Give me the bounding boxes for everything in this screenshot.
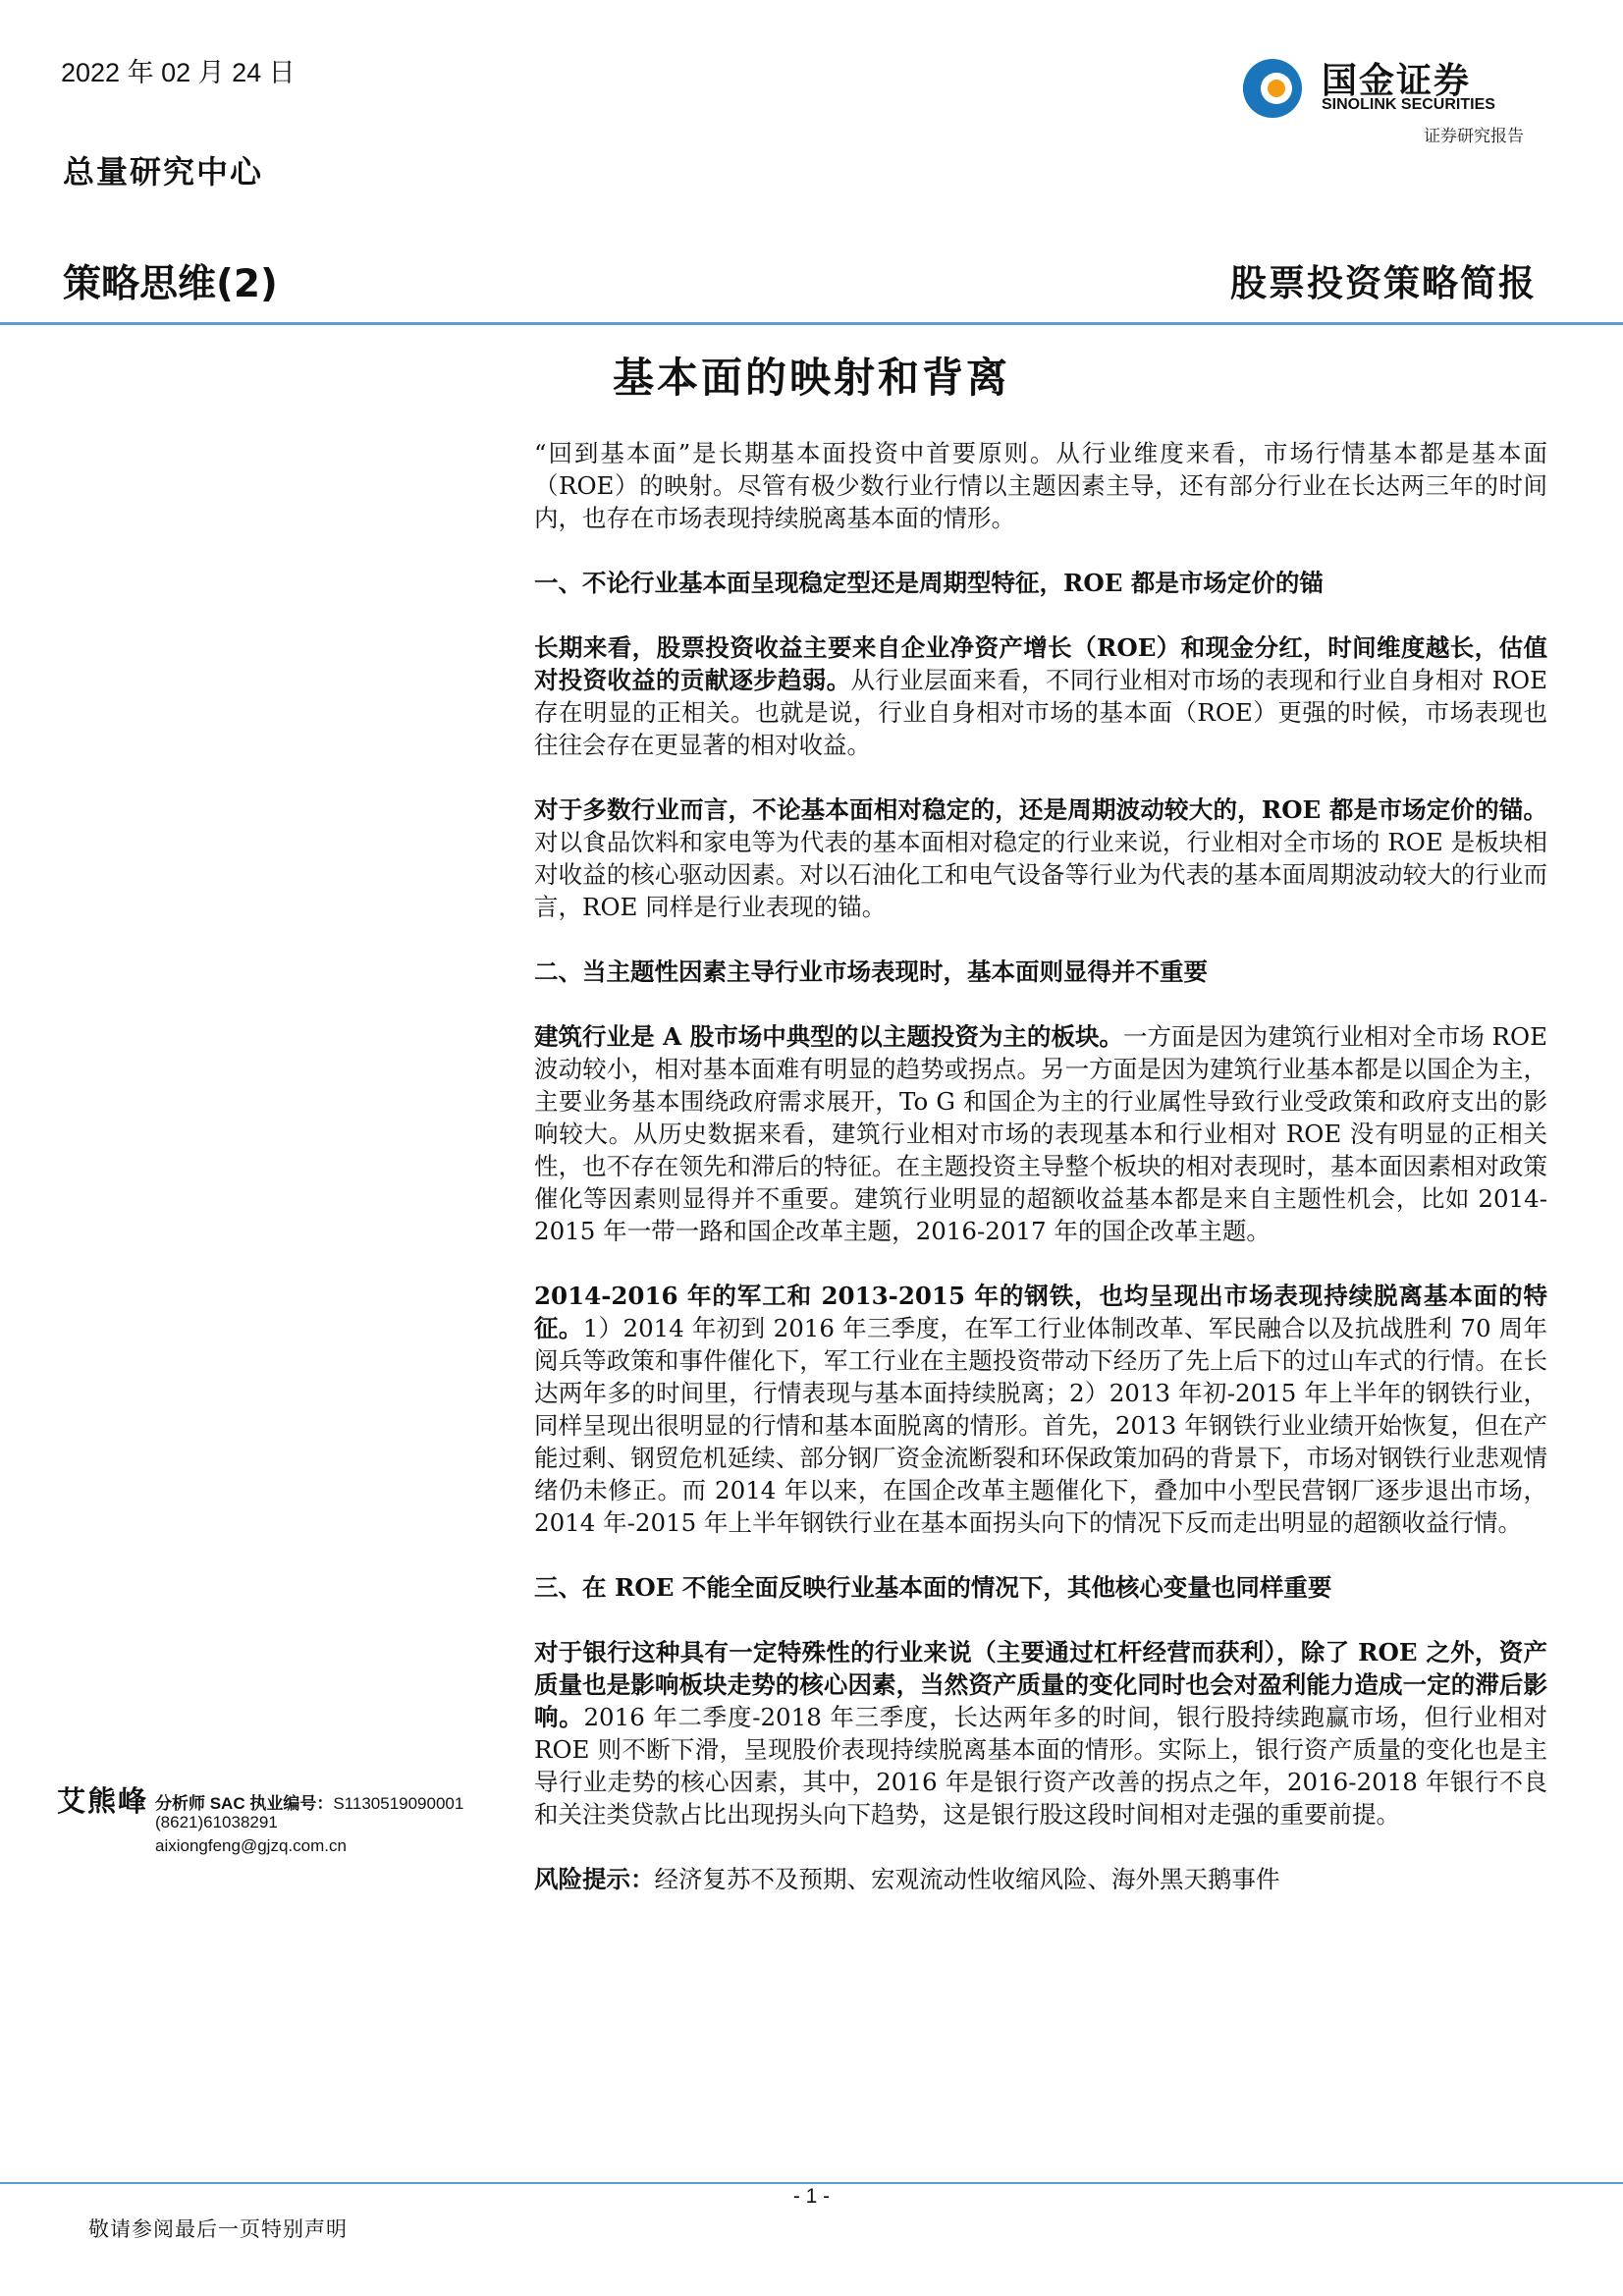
intro-paragraph: “回到基本面”是长期基本面投资中首要原则。从行业维度来看，市场行情基本都是基本面（ROE）的映射。尽管有极少数行业行情以主题因素主导，还有部分行业在长达两三年的时间内，也存在市场表现持续脱离基本面的情形。 [534, 439, 1547, 532]
section-3-p1-text: 2016 年二季度-2018 年三季度，长达两年多的时间，银行股持续跑赢市场，但行业相对 ROE 则不断下滑，呈现股价表现持续脱离基本面的情形。实际上，银行资产质量的变化也是主导行业走势的核心因素，其中，2016 年是银行资产改善的拐点之年，2016-2018 年银行不良和关注类贷款占比出现拐头向下趋势，这是银行股这段时间相对走强的重要前提。 [534, 1703, 1548, 1829]
department-name: 总量研究中心 [63, 153, 264, 191]
section-1-heading: 一、不论行业基本面呈现稳定型还是周期型特征，ROE 都是市场定价的锚 [534, 569, 1324, 597]
report-date: 2022 年 02 月 24 日 [61, 58, 296, 87]
section-3-paragraph-1 [534, 1636, 1547, 1831]
section-2-paragraph-1 [534, 1020, 1547, 1247]
risk-label: 风险提示： [534, 1865, 655, 1893]
report-title: 基本面的映射和背离 [612, 354, 1010, 402]
section-1-paragraph-2 [534, 793, 1547, 923]
section-3-heading: 三、在 ROE 不能全面反映行业基本面的情况下，其他核心变量也同样重要 [534, 1573, 1332, 1602]
logo-name-en: SINOLINK SECURITIES [1322, 96, 1495, 113]
section-2-p1-emphasis: 建筑行业是 A 股市场中典型的以主题投资为主的板块。 [534, 1022, 1123, 1051]
report-body [534, 437, 1547, 1928]
disclaimer-note: 敬请参阅最后一页特别声明 [88, 2217, 348, 2241]
logo-subtitle: 证券研究报告 [1424, 127, 1524, 146]
analyst-role [155, 1789, 463, 1814]
section-1-paragraph-1 [534, 631, 1547, 761]
header-divider [0, 322, 1623, 325]
logo-name-cn: 国金证券 [1322, 61, 1472, 101]
company-logo [1239, 51, 1543, 130]
section-2-p1-text: 一方面是因为建筑行业相对全市场 ROE 波动较小，相对基本面难有明显的趋势或拐点。另一方面是因为建筑行业基本都是以国企为主，主要业务基本围绕政府需求展开，To G 和国企为主的行业属性导致行业受政策和政府支出的影响较大。从历史数据来看，建筑行业相对市场的表现基本和行业相对 ROE 没有明显的正相关性，也不存在领先和滞后的特征。在主题投资主导整个板块的相对表现时，基本面因素相对政策催化等因素则显得并不重要。建筑行业明显的超额收益基本都是来自主题性机会，比如 2014-2015 年一带一路和国企改革主题，2016-2017 年的国企改革主题。 [534, 1022, 1547, 1245]
section-1-p2-emphasis: 对于多数行业而言，不论基本面相对稳定的，还是周期波动较大的，ROE 都是市场定价的锚。 [534, 795, 1547, 824]
risk-warning [534, 1863, 1547, 1895]
report-type: 股票投资策略简报 [1230, 261, 1537, 304]
section-1-p1-text: 从行业层面来看，不同行业相对市场的表现和行业自身相对 ROE 存在明显的正相关。也就是说，行业自身相对市场的基本面（ROE）更强的时候，市场表现也往往会存在更显著的相对收益。 [534, 666, 1548, 759]
analyst-name: 艾熊峰 [57, 1784, 149, 1818]
section-2-paragraph-2 [534, 1280, 1547, 1539]
risk-text: 经济复苏不及预期、宏观流动性收缩风险、海外黑天鹅事件 [654, 1865, 1280, 1893]
analyst-phone: (8621)61038291 [155, 1813, 278, 1831]
section-2-p2-emphasis: 2014-2016 年的军工和 2013-2015 年的钢铁，也均呈现出市场表现持续脱离基本面的特征。 [534, 1282, 1547, 1342]
logo-emblem-icon [1239, 55, 1306, 122]
section-2-p2-text: 1）2014 年初到 2016 年三季度，在军工行业体制改革、军民融合以及抗战胜利 70 周年阅兵等政策和事件催化下，军工行业在主题投资带动下经历了先上后下的过山车式的行情。在长达两年多的时间里，行情表现与基本面持续脱离；2）2013 年初-2015 年上半年的钢铁行业，同样呈现出很明显的行情和基本面脱离的情形。首先，2013 年钢铁行业业绩开始恢复，但在产能过剩、钢贸危机延续、部分钢厂资金流断裂和环保政策加码的背景下，市场对钢铁行业悲观情绪仍未修正。而 2014 年以来，在国企改革主题催化下，叠加中小型民营钢厂逐步退出市场，2014 年-2015 年上半年钢铁行业在基本面拐头向下的情况下反而走出明显的超额收益行情。 [534, 1314, 1548, 1537]
analyst-email: aixiongfeng@gjzq.com.cn [155, 1836, 347, 1855]
section-3-p1-emphasis: 对于银行这种具有一定特殊性的行业来说（主要通过杠杆经营而获利），除了 ROE 之外，资产质量也是影响板块走势的核心因素，当然资产质量的变化同时也会对盈利能力造成一定的滞后影响。 [534, 1638, 1547, 1731]
section-1-p1-emphasis: 长期来看，股票投资收益主要来自企业净资产增长（ROE）和现金分红，时间维度越长，估值对投资收益的贡献逐步趋弱。 [534, 633, 1547, 694]
section-2-heading: 二、当主题性因素主导行业市场表现时，基本面则显得并不重要 [534, 957, 1208, 986]
footer-divider [0, 2182, 1623, 2184]
series-title: 策略思维(2) [63, 262, 278, 306]
section-1-p2-text: 对以食品饮料和家电等为代表的基本面相对稳定的行业来说，行业相对全市场的 ROE 是板块相对收益的核心驱动因素。对以石油化工和电气设备等行业为代表的基本面周期波动较大的行业而言，ROE 同样是行业表现的锚。 [534, 828, 1547, 921]
page-number: - 1 - [792, 2185, 831, 2208]
analyst-role-id: S1130519090001 [333, 1794, 464, 1813]
analyst-role-label: 分析师 SAC 执业编号： [155, 1794, 334, 1813]
